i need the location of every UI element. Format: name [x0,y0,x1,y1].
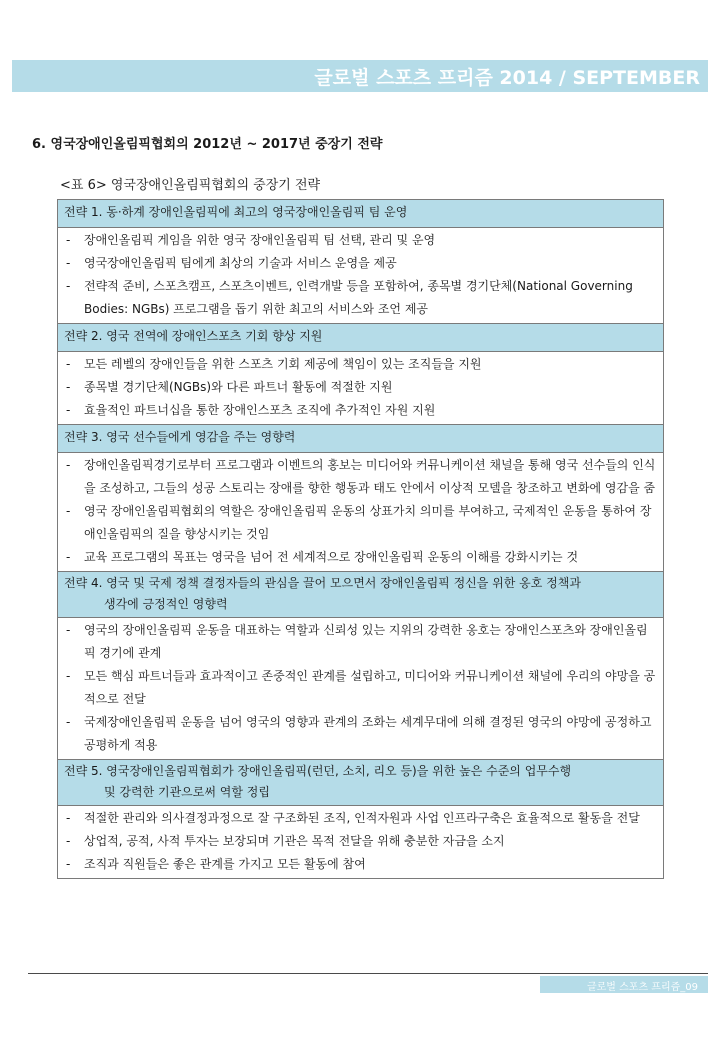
strategy-table [57,199,664,879]
list-item: - 상업적, 공적, 사적 투자는 보장되며 기관은 목적 전달을 위해 충분한 자금을 소지 [64,830,657,853]
strategy-5-header-row [58,760,664,806]
strategy-2-title: 전략 2. 영국 전역에 장애인스포츠 기회 향상 지원 [58,324,664,352]
list-item: - 효율적인 파트너십을 통한 장애인스포츠 조직에 추가적인 자원 지원 [64,399,657,422]
header-band [12,60,708,92]
strategy-2-body-row [58,352,664,425]
section-heading: 6. 영국장애인올림픽협회의 2012년 ~ 2017년 중장기 전략 [32,137,383,152]
footer-tab [540,976,708,993]
page-footer: 글로벌 스포츠 프리즘_09 [586,982,698,993]
strategy-4-title-line2: 생각에 긍정적인 영향력 [104,597,228,611]
strategy-4-body [58,618,664,760]
strategy-4-title [58,572,664,618]
list-item: - 전략적 준비, 스포츠캠프, 스포츠이벤트, 인력개발 등을 포함하여, 종목별 경기단체(National Governing Bodies: NGBs) 프로그램을 돕기 위한 최고의 서비스와 조언 제공 [64,275,657,321]
list-item: - 모든 레벨의 장애인들을 위한 스포츠 기회 제공에 책임이 있는 조직들을 지원 [64,353,657,376]
strategy-2-body [58,352,664,425]
list-item: - 적절한 관리와 의사결정과정으로 잘 구조화된 조직, 인적자원과 사업 인프라구축은 효율적으로 활동을 전달 [64,807,657,830]
list-item: - 조직과 직원들은 좋은 관계를 가지고 모든 활동에 참여 [64,853,657,876]
footer-rule [28,973,708,974]
strategy-1-header-row [58,200,664,228]
list-item: - 장애인올림픽경기로부터 프로그램과 이벤트의 홍보는 미디어와 커뮤니케이션 채널을 통해 영국 선수들의 인식을 조성하고, 그들의 성공 스토리는 장애를 향한 행동과 태도 안에서 이상적 모델을 창조하고 변화에 영감을 줌 [64,454,657,500]
list-item: - 영국장애인올림픽 팀에게 최상의 기술과 서비스 운영을 제공 [64,252,657,275]
strategy-3-title: 전략 3. 영국 선수들에게 영감을 주는 영향력 [58,425,664,453]
strategy-2-header-row [58,324,664,352]
strategy-3-body-row [58,453,664,572]
strategy-1-body-row [58,228,664,324]
strategy-5-body-row [58,806,664,879]
list-item: - 국제장애인올림픽 운동을 넘어 영국의 영향과 관계의 조화는 세계무대에 의해 결정된 영국의 야망에 공정하고 공평하게 적용 [64,711,657,757]
strategy-1-body [58,228,664,324]
list-item: - 교육 프로그램의 목표는 영국을 넘어 전 세계적으로 장애인올림픽 운동의 이해를 강화시키는 것 [64,546,657,569]
strategy-3-header-row [58,425,664,453]
strategy-1-title: 전략 1. 동·하계 장애인올림픽에 최고의 영국장애인올림픽 팀 운영 [58,200,664,228]
strategy-4-header-row [58,572,664,618]
strategy-5-body [58,806,664,879]
strategy-3-body [58,453,664,572]
table-caption: <표 6> 영국장애인올림픽협회의 중장기 전략 [60,178,321,193]
list-item: - 장애인올림픽 게임을 위한 영국 장애인올림픽 팀 선택, 관리 및 운영 [64,229,657,252]
list-item: - 영국의 장애인올림픽 운동을 대표하는 역할과 신뢰성 있는 지위의 강력한 옹호는 장애인스포츠와 장애인올림픽 경기에 관계 [64,619,657,665]
header-title: 글로벌 스포츠 프리즘 2014 / SEPTEMBER [314,67,700,89]
strategy-4-title-line1: 전략 4. 영국 및 국제 정책 결정자들의 관심을 끌어 모으면서 장애인올림픽 정신을 위한 옹호 정책과 [64,576,581,590]
list-item: - 종목별 경기단체(NGBs)와 다른 파트너 활동에 적절한 지원 [64,376,657,399]
list-item: - 모든 핵심 파트너들과 효과적이고 존중적인 관계를 설립하고, 미디어와 커뮤니케이션 채널에 우리의 야망을 공적으로 전달 [64,665,657,711]
list-item: - 영국 장애인올림픽협회의 역할은 장애인올림픽 운동의 상표가치 의미를 부여하고, 국제적인 운동을 통하여 장애인올림픽의 질을 향상시키는 것임 [64,500,657,546]
strategy-4-body-row [58,618,664,760]
strategy-5-title-line2: 및 강력한 기관으로써 역할 정립 [104,785,270,799]
strategy-5-title-line1: 전략 5. 영국장애인올림픽협회가 장애인올림픽(런던, 소치, 리오 등)을 위한 높은 수준의 업무수행 [64,764,572,778]
strategy-5-title [58,760,664,806]
